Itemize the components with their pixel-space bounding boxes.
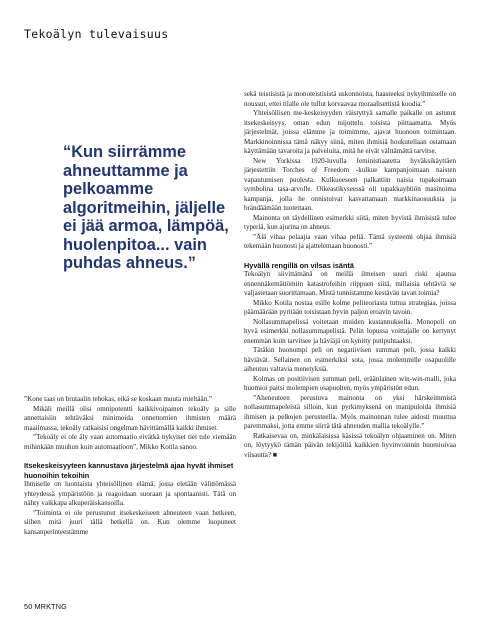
body-paragraph: Kolmas on positiivisen summan peli, eräänlainen win-win-malli, joka huomioi paitsi molempien osapuolten, myös ympäristön edun. bbox=[244, 374, 456, 392]
body-paragraph: Tekoälyn siivittämänä on meillä ilmeisen suuri riski ajautua ennennäkemättömiin katastrofeihin riippuen siitä, millaisia tehtäviä se valjastetaan suorittamaan. Mistä tunnistamme kestävän tavan toimia? bbox=[244, 270, 456, 297]
body-paragraph: ”Älä vihaa pelaajia vaan vihaa peliä. Tämä systeemi ohjaa ihmisiä tekemään huonosti ja ajattelemaan huonosti.” bbox=[244, 232, 456, 250]
body-paragraph: Mainonta on täydellinen esimerkki siitä, miten hyvistä ihmisistä tulee typeriä, kun ajurina on ahneus. bbox=[244, 213, 456, 231]
body-paragraph: ”Tekoäly ei ole äly vaan automaatio eivätkä nykyiset tiet tule viemään mihinkään muuhun kuin automaatioon”, Mikko Kotila sanoo. bbox=[24, 433, 236, 451]
body-paragraph: Mikko Kotila nostaa esille kolme peliteoriasta tuttua strategiaa, joissa päämäärään pyritään toisistaan hyvin paljon eroavin tavoin. bbox=[244, 298, 456, 316]
subheading: Itsekeskeisyyteen kannustava järjestelmä ajaa hyvät ihmiset huonoihin tekoihin bbox=[24, 461, 234, 480]
body-paragraph: sekä teistisistä ja monoteistisistä uskonnoista, haasteeksi nykyihmiselle on noussut, ettei tilalle ole tullut korvaavaa moraalisettistä koodia.” bbox=[244, 90, 456, 108]
subheading: Hyvällä rengillä on vilsas isäntä bbox=[244, 260, 354, 270]
body-paragraph: Yhteisöllisen me-keskeisyyden väistyttyä samalle paikalle on astunut itsekeskeisyys, oman edun tuijottelu toisista piittaamatta. Myös järjestelmät, joissa elämme ja toimimme, ajavat huonoon toimintaan. Markkinoinnissa tämä näkyy siinä, miten ihmisiä houkutellaan ostamaan käyttämään tavaroita ja palveluita, mitä he eivät välttämättä tarvitse. bbox=[244, 109, 456, 155]
left-column bbox=[24, 395, 236, 537]
body-paragraph: New Yorkissa 1920-luvulla feministiaatetta hyväksikäyttäen järjestettiin Torches of Freedom -kulkue kampanjoimaan naisten vapautumisen puolesta. Kulkueeseen palkattiin naisia tupakoimaan symbolina tasa-arvolle. Oikeastikyseessä oli tupakkayhtiön masinoima kampanja, jolla he onnistuivat kasvattamaan markkinaosuuksia ja brändäämään tuotettaan. bbox=[244, 156, 456, 212]
body-paragraph: Nollasummapelissä voitetaan muiden kustannuksella. Monopoli on hyvä esimerkki nollasummapelistä. Pelin lopussa voittajalle on kertynyt enemmän kuin tarvitsee ja häviäjä on kynitty putipuhtaaksi. bbox=[244, 317, 456, 345]
body-paragraph: Ihmiselle on luontaista yhteisöllinen elämä, jossa eletään välittömässä yhteydessä ympäristöön ja reagoidaan suoraan ja spontaanisti. Tätä on nähty vaikkapa alkuperäiskansoilla. bbox=[24, 480, 236, 507]
body-paragraph: Tätäkin huonompi peli on negatiivisen summan peli, jossa kaikki häviävät. Sellainen on esimerkiksi sota, jossa molemmille osapuolille aiheutuu valtavia menetyksiä. bbox=[244, 346, 456, 373]
body-paragraph: Ratkaisevaa on, minkälaisissa käsissä tekoälyn ohjaaminen on. Miten on, löytyykö tämän päivän tekijöiltä kaikkien hyvinvoinnin huomioivaa viisautta? ■ bbox=[244, 431, 456, 459]
section-label: Tekoälyn tulevaisuus bbox=[24, 27, 169, 41]
right-column bbox=[244, 90, 456, 460]
body-paragraph: Mikäli meillä olisi omnipotentti kaikkivoipainen tekoäly ja sille annettaisiin tehtäväksi minimoida onnettomien ihmisten määrä maailmassa, tekoäly ratkaisisi ongelman hävittämällä kaikki ihmiset. bbox=[24, 404, 236, 432]
body-paragraph: ”Toiminta ei ole perustunut itsekeskeiseen ahneuteen vaan hetkeen, siihen mitä juuri tällä hetkellä on. Kun olemme luopuneet kansanperinteestämme bbox=[24, 508, 236, 536]
page-footer: 50 MRKTNG bbox=[24, 602, 67, 611]
pull-quote: “Kun siirrämme ahneuttamme ja pelkoamme algoritmeihin, jäljelle ei jää armoa, lämpöä, huolenpitoa... vain puhdas ahneus.” bbox=[63, 143, 229, 272]
body-paragraph: ”Aheneuteen perustuva mainonta on yksi härskeimmistä nollasummapeleistä silloin, kun pyrkimyksenä on manipuloida ihmisiä ihmisen ja pelkojen perusteella. Myös mainonnan tulee aidosti muuttua paremmaksi, jotta emme siirrä tätä ahneuden mallia tekoälylle.” bbox=[244, 393, 456, 430]
body-paragraph: ”Kone taas on brutaalin tehokas, eikä se koskaan muuta mieltään.” bbox=[24, 395, 213, 403]
